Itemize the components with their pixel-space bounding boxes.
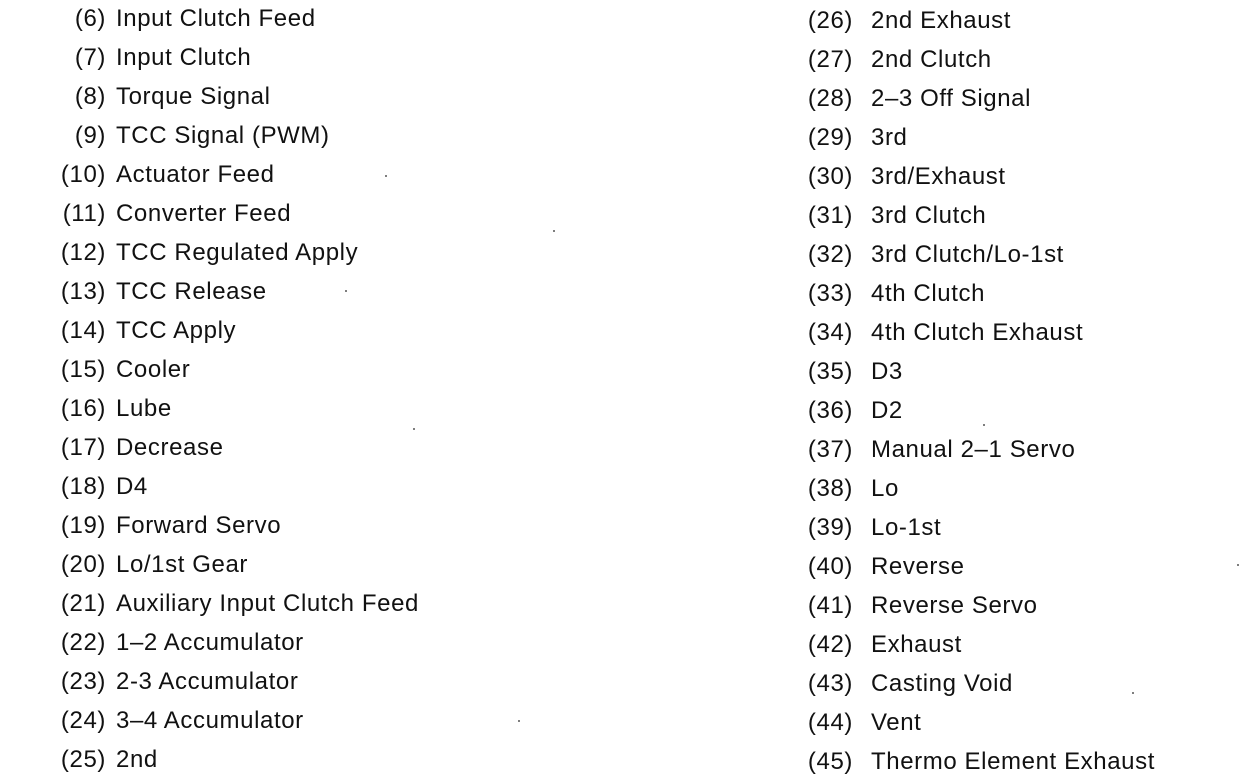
- legend-item-number: (32): [807, 241, 853, 268]
- legend-item: [803, 513, 942, 543]
- legend-item: [48, 82, 271, 112]
- legend-item-label: Actuator Feed: [116, 161, 275, 188]
- legend-item: [803, 123, 908, 153]
- legend-item-number: (9): [74, 122, 106, 149]
- legend-item-label: Torque Signal: [116, 83, 271, 110]
- legend-item-label: Lo-1st: [871, 514, 942, 541]
- legend-item-number: (22): [60, 629, 106, 656]
- legend-item-label: Lo: [871, 475, 899, 502]
- legend-item-label: D2: [871, 397, 903, 424]
- legend-item-label: Exhaust: [871, 631, 962, 658]
- legend-item-label: Converter Feed: [116, 200, 292, 227]
- legend-item: [803, 240, 1064, 270]
- legend-item: [48, 238, 359, 268]
- legend-item-number: (45): [807, 748, 853, 775]
- legend-item-number: (26): [807, 7, 853, 34]
- legend-item-label: Forward Servo: [116, 512, 282, 539]
- legend-item-number: (33): [807, 280, 853, 307]
- legend-item-number: (37): [807, 436, 853, 463]
- legend-item: [803, 474, 899, 504]
- legend-item-label: 2nd Exhaust: [871, 7, 1012, 34]
- legend-item-number: (28): [807, 85, 853, 112]
- legend-item-label: Vent: [871, 709, 922, 736]
- scan-speck: [518, 720, 520, 722]
- legend-item: [803, 396, 903, 426]
- legend-item-label: 3rd: [871, 124, 908, 151]
- legend-item-number: (16): [60, 395, 106, 422]
- legend-item-label: Input Clutch: [116, 44, 252, 71]
- legend-item: [48, 121, 330, 151]
- legend-item-number: (11): [62, 200, 106, 227]
- legend-item-label: Auxiliary Input Clutch Feed: [116, 590, 420, 617]
- legend-item: [48, 745, 158, 775]
- legend-item-number: (13): [60, 278, 106, 305]
- legend-item-number: (19): [60, 512, 106, 539]
- scan-speck: [385, 175, 387, 177]
- legend-item: [48, 472, 148, 502]
- legend-item: [803, 357, 903, 387]
- legend-item-label: D3: [871, 358, 903, 385]
- legend-item-number: (29): [807, 124, 853, 151]
- legend-item-number: (42): [807, 631, 853, 658]
- legend-item: [803, 630, 962, 660]
- legend-item-label: Thermo Element Exhaust: [871, 748, 1155, 775]
- legend-item: [803, 84, 1032, 114]
- legend-item: [803, 6, 1012, 36]
- legend-item-number: (24): [60, 707, 106, 734]
- legend-item: [48, 160, 275, 190]
- legend-item-number: (35): [807, 358, 853, 385]
- legend-item-number: (30): [807, 163, 853, 190]
- legend-item-label: Decrease: [116, 434, 224, 461]
- legend-item-label: Reverse: [871, 553, 965, 580]
- legend-item: [803, 45, 992, 75]
- legend-item-number: (14): [60, 317, 106, 344]
- legend-item: [48, 316, 237, 346]
- legend-item: [803, 279, 986, 309]
- legend-item: [48, 628, 304, 658]
- legend-item: [48, 355, 191, 385]
- scan-speck: [1237, 564, 1239, 566]
- legend-item-number: (20): [60, 551, 106, 578]
- legend-item-label: 4th Clutch Exhaust: [871, 319, 1084, 346]
- legend-item: [803, 435, 1076, 465]
- scan-speck: [1132, 692, 1134, 694]
- scan-speck: [983, 424, 985, 426]
- legend-item-label: TCC Signal (PWM): [116, 122, 330, 149]
- legend-item-label: Input Clutch Feed: [116, 5, 316, 32]
- legend-item-label: Manual 2–1 Servo: [871, 436, 1076, 463]
- scan-speck: [345, 290, 347, 292]
- legend-item-number: (17): [60, 434, 106, 461]
- legend-item: [803, 669, 1013, 699]
- legend-item: [803, 162, 1006, 192]
- legend-item-label: TCC Apply: [116, 317, 237, 344]
- legend-item-number: (21): [60, 590, 106, 617]
- legend-item: [48, 589, 420, 619]
- legend-item: [48, 706, 304, 736]
- legend-item-number: (40): [807, 553, 853, 580]
- legend-item-number: (38): [807, 475, 853, 502]
- legend-item-label: 3–4 Accumulator: [116, 707, 304, 734]
- legend-item-label: 1–2 Accumulator: [116, 629, 304, 656]
- legend-item-number: (10): [60, 161, 106, 188]
- legend-item-number: (43): [807, 670, 853, 697]
- legend-item-number: (25): [60, 746, 106, 773]
- legend-item-label: Reverse Servo: [871, 592, 1038, 619]
- legend-item: [803, 747, 1155, 777]
- legend-item: [48, 4, 316, 34]
- legend-item: [48, 277, 267, 307]
- legend-item-number: (41): [807, 592, 853, 619]
- legend-item-number: (27): [807, 46, 853, 73]
- legend-item-label: 2-3 Accumulator: [116, 668, 299, 695]
- legend-item-label: Lube: [116, 395, 172, 422]
- legend-item-number: (12): [60, 239, 106, 266]
- legend-item: [48, 667, 299, 697]
- legend-item: [803, 552, 965, 582]
- legend-item: [48, 511, 282, 541]
- legend-item-number: (34): [807, 319, 853, 346]
- legend-item-number: (15): [60, 356, 106, 383]
- legend-item-label: Lo/1st Gear: [116, 551, 249, 578]
- legend-item-number: (36): [807, 397, 853, 424]
- legend-item-number: (7): [74, 44, 106, 71]
- legend-item-number: (8): [74, 83, 106, 110]
- legend-item-number: (6): [74, 5, 106, 32]
- legend-item-label: Casting Void: [871, 670, 1013, 697]
- legend-item-number: (23): [60, 668, 106, 695]
- legend-item-label: 2–3 Off Signal: [871, 85, 1032, 112]
- legend-item: [803, 591, 1038, 621]
- scan-speck: [553, 230, 555, 232]
- legend-item-label: TCC Release: [116, 278, 267, 305]
- legend-item-label: 3rd/Exhaust: [871, 163, 1006, 190]
- legend-item: [48, 43, 252, 73]
- legend-item-label: 2nd: [116, 746, 158, 773]
- legend-item: [803, 708, 922, 738]
- legend-item-label: 2nd Clutch: [871, 46, 992, 73]
- legend-item-number: (31): [807, 202, 853, 229]
- legend-item-number: (44): [807, 709, 853, 736]
- legend-item: [48, 550, 249, 580]
- legend-item-label: 3rd Clutch: [871, 202, 987, 229]
- legend-item-number: (39): [807, 514, 853, 541]
- legend-item: [48, 394, 172, 424]
- legend-item: [48, 433, 224, 463]
- legend-item-label: D4: [116, 473, 148, 500]
- legend-item: [803, 318, 1084, 348]
- legend-item: [803, 201, 987, 231]
- legend-item: [48, 199, 292, 229]
- legend-item-label: Cooler: [116, 356, 191, 383]
- legend-item-label: TCC Regulated Apply: [116, 239, 359, 266]
- legend-item-number: (18): [60, 473, 106, 500]
- legend-item-label: 3rd Clutch/Lo-1st: [871, 241, 1064, 268]
- scan-speck: [413, 428, 415, 430]
- legend-item-label: 4th Clutch: [871, 280, 986, 307]
